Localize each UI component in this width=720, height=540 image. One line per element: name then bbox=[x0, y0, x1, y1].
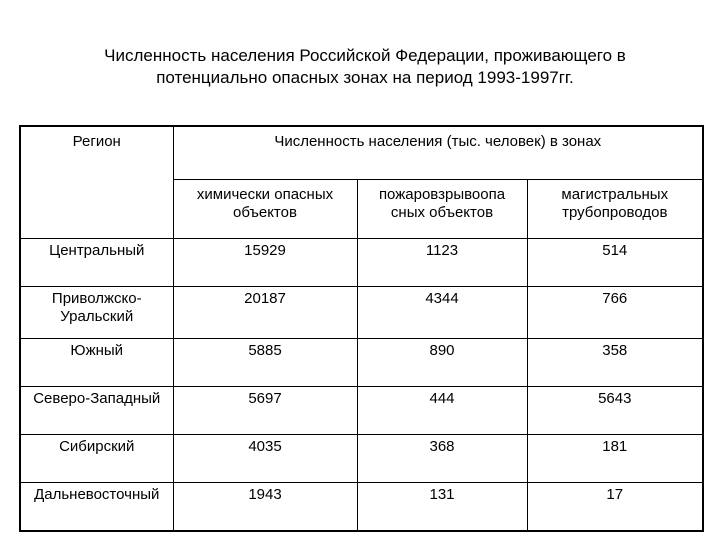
col-header-chemical: химически опасных объектов bbox=[173, 180, 357, 239]
value-cell: 514 bbox=[527, 239, 703, 287]
col-header-pipelines: магистральных трубопроводов bbox=[527, 180, 703, 239]
col-header-fire-explosive: пожаровзрывоопа сных объектов bbox=[357, 180, 527, 239]
page-title bbox=[40, 45, 690, 89]
title-line-1: Численность населения Российской Федерации, проживающего в bbox=[104, 46, 626, 65]
title-line-2: потенциально опасных зонах на период 1993-1997гг. bbox=[156, 68, 574, 87]
value-cell: 17 bbox=[527, 483, 703, 532]
value-cell: 4035 bbox=[173, 435, 357, 483]
value-cell: 20187 bbox=[173, 287, 357, 339]
value-cell: 766 bbox=[527, 287, 703, 339]
value-cell: 5697 bbox=[173, 387, 357, 435]
value-cell: 181 bbox=[527, 435, 703, 483]
value-cell: 15929 bbox=[173, 239, 357, 287]
value-cell: 4344 bbox=[357, 287, 527, 339]
table-row bbox=[20, 435, 703, 483]
value-cell: 890 bbox=[357, 339, 527, 387]
region-cell: Северо-Западный bbox=[20, 387, 173, 435]
table-row bbox=[20, 483, 703, 532]
region-cell: Приволжско- Уральский bbox=[20, 287, 173, 339]
region-cell: Дальневосточный bbox=[20, 483, 173, 532]
group-header: Численность населения (тыс. человек) в зонах bbox=[173, 126, 703, 180]
region-cell: Центральный bbox=[20, 239, 173, 287]
value-cell: 5643 bbox=[527, 387, 703, 435]
region-cell: Сибирский bbox=[20, 435, 173, 483]
region-cell: Южный bbox=[20, 339, 173, 387]
value-cell: 444 bbox=[357, 387, 527, 435]
population-table bbox=[19, 125, 704, 532]
value-cell: 131 bbox=[357, 483, 527, 532]
table-row bbox=[20, 387, 703, 435]
value-cell: 1943 bbox=[173, 483, 357, 532]
table-row bbox=[20, 339, 703, 387]
value-cell: 1123 bbox=[357, 239, 527, 287]
table-row bbox=[20, 287, 703, 339]
value-cell: 368 bbox=[357, 435, 527, 483]
value-cell: 5885 bbox=[173, 339, 357, 387]
table-row bbox=[20, 239, 703, 287]
region-header: Регион bbox=[20, 126, 173, 239]
value-cell: 358 bbox=[527, 339, 703, 387]
